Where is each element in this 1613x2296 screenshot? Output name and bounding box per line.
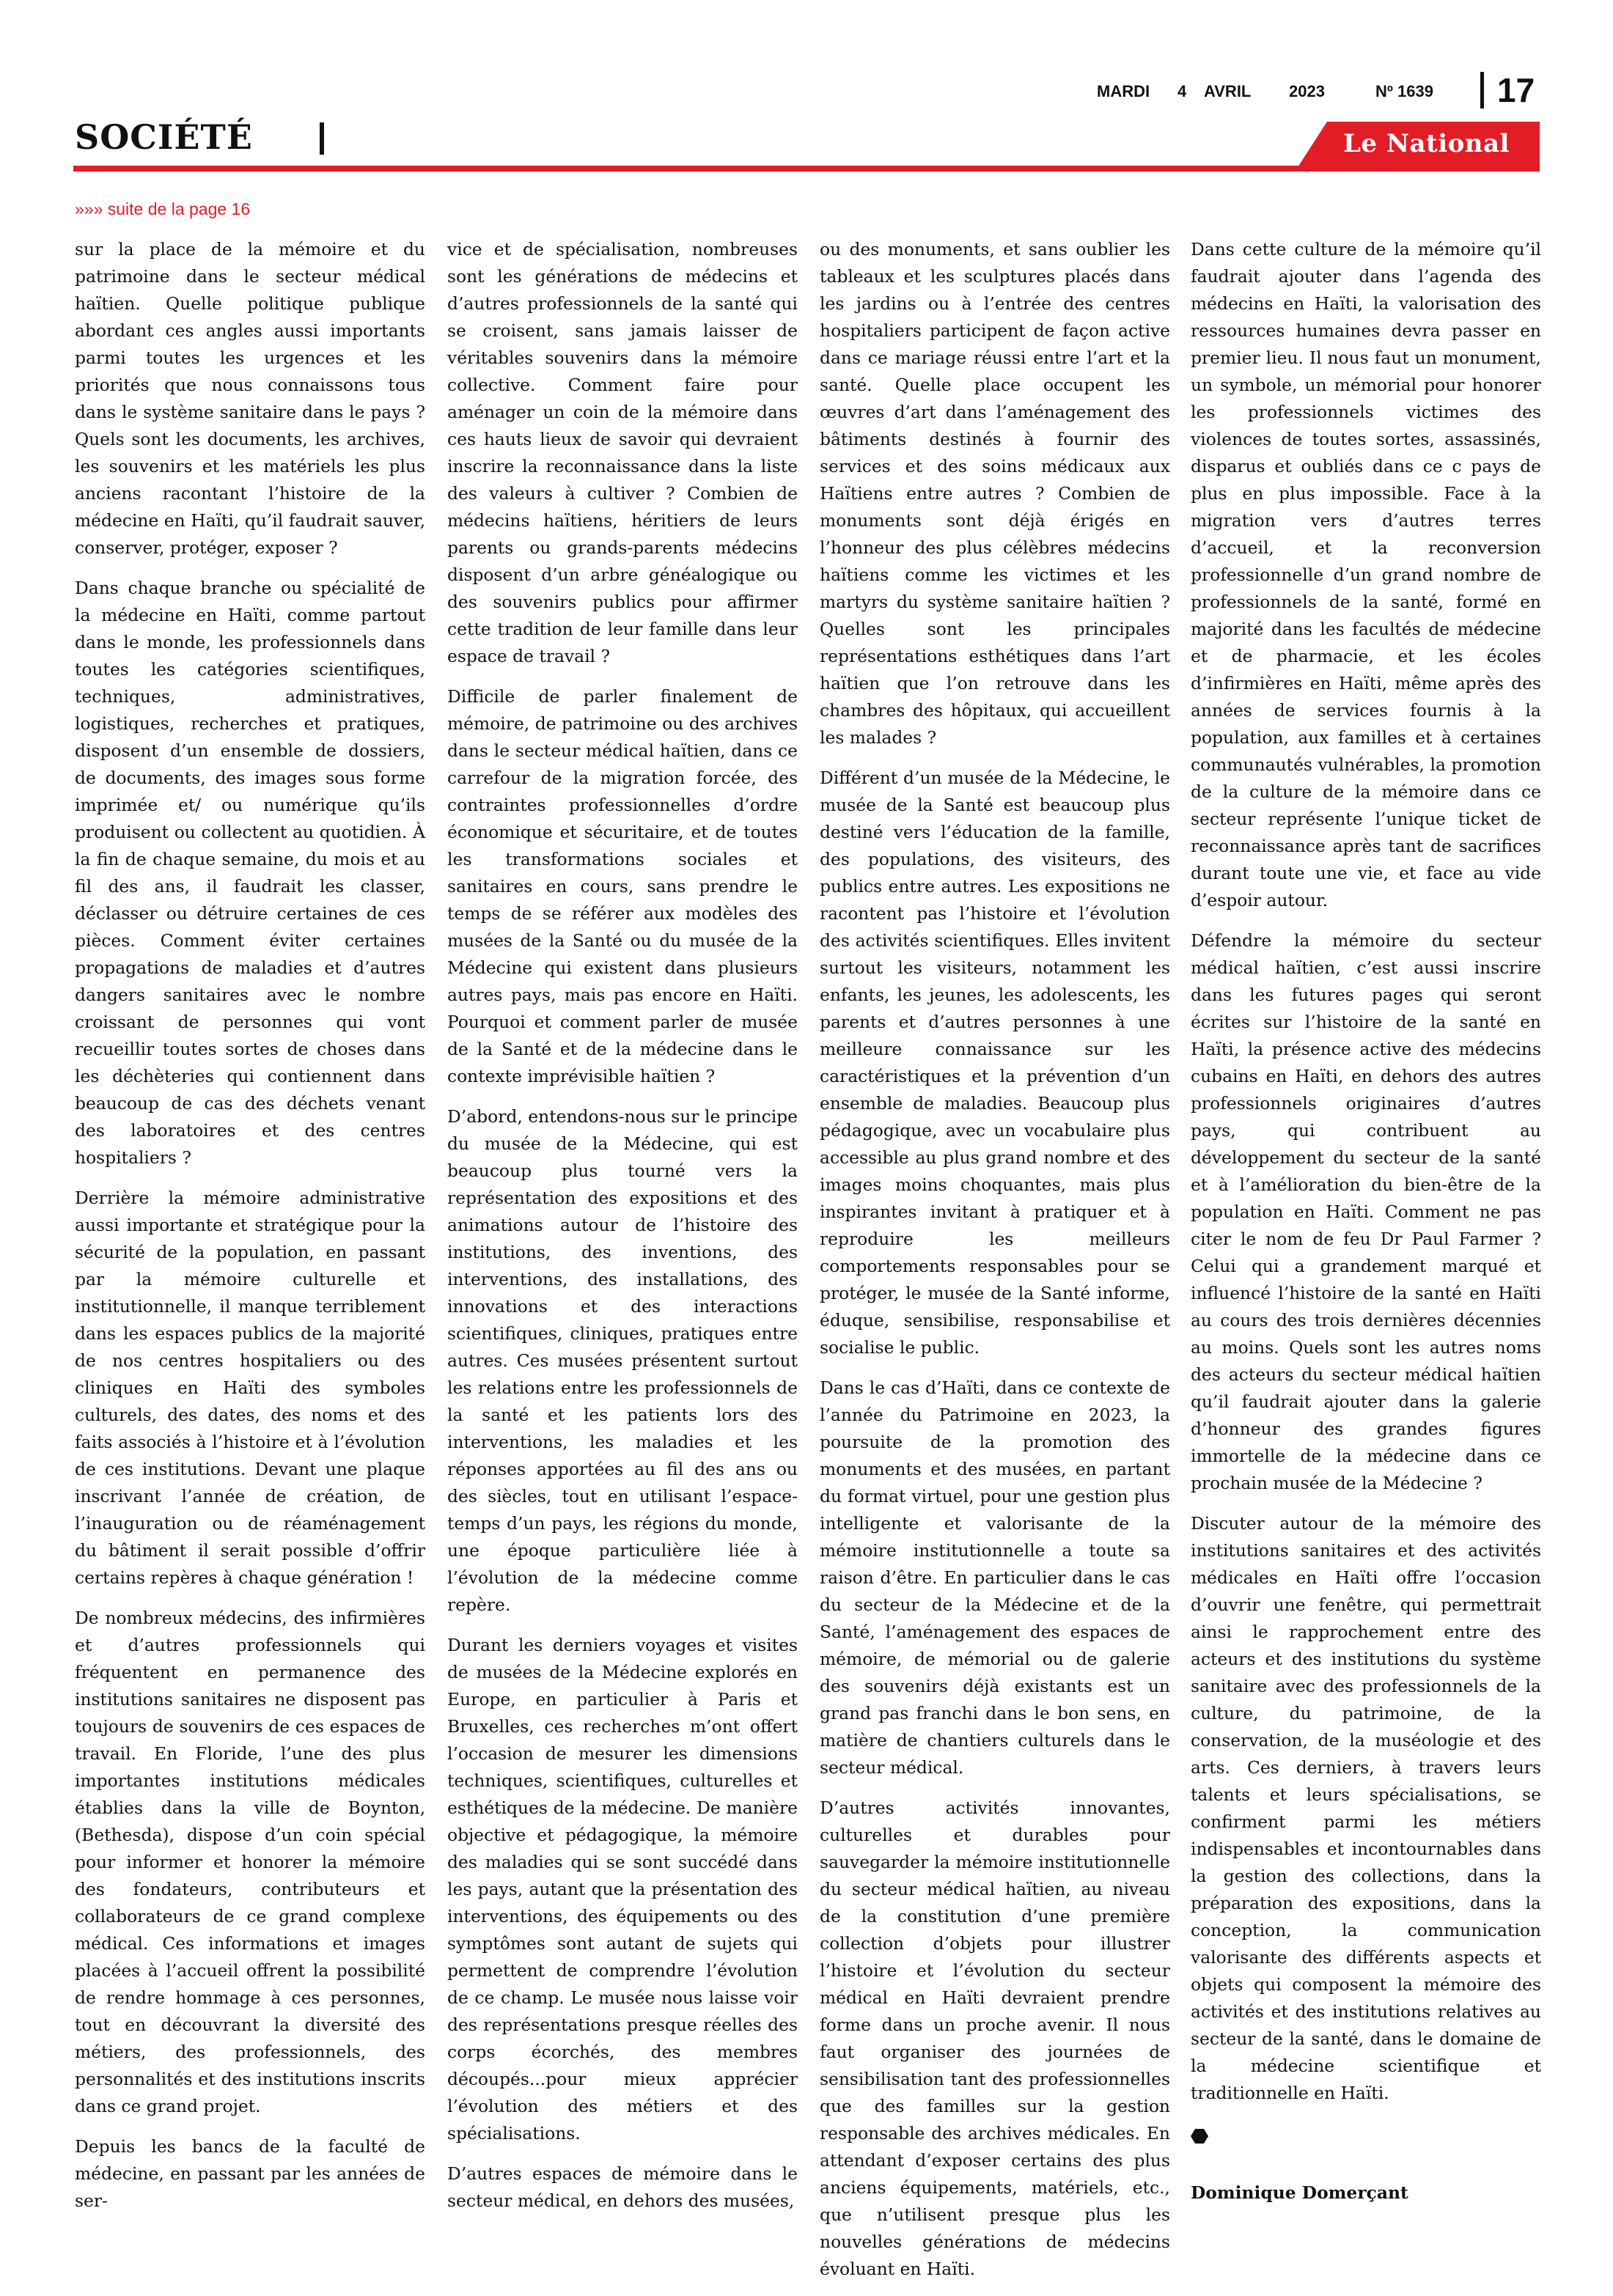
continued-from-label: »»» suite de la page 16	[75, 199, 251, 218]
paragraph: sur la place de la mémoire et du patrimoine dans le secteur médical haïtien. Quelle politique publique abordant ces angles aussi importants parmi toutes les urgences et les priorités que nous connaissons tous dans le système sanitaire dans le pays ? Quels sont les documents, les archives, les souvenirs et les matériels les plus anciens racontant l’histoire de la médecine en Haïti, qu’il faudrait sauver, conserver, protéger, exposer ?	[75, 239, 425, 558]
paragraph: Difficile de parler finalement de mémoire, de patrimoine ou des archives dans le secteur médical haïtien, dans ce carrefour de la migration forcée, des contraintes professionnelles d’ordre économique et sécuritaire, et de toutes les transformations sociales et sanitaires en cours, sans prendre le temps de se référer aux modèles des musées de la Santé ou du musée de la Médecine qui existent dans plusieurs autres pays, mais pas encore en Haïti. Pourquoi et comment parler de musée de la Santé et de la médecine dans le contexte imprévisible haïtien ?	[447, 686, 798, 1086]
author-signature: Dominique Domerçant	[1191, 2182, 1408, 2203]
paragraph: De nombreux médecins, des infirmières et d’autres professionnels qui fréquentent en permanence des institutions sanitaires ne disposent pas toujours de souvenirs de ces espaces de travail. En Floride, l’une des plus importantes institutions médicales établies dans la ville de Boynton, (Bethesda), dispose d’un coin spécial pour informer et honorer la mémoire des fondateurs, contributeurs et collaborateurs de ce grand complexe médical. Ces informations et images placées à l’accueil offrent la possibilité de rendre hommage à ces personnes, tout en découvrant la diversité des métiers, des professionnels, des personnalités et des institutions inscrits dans ce grand projet.	[75, 1608, 425, 2116]
issue-day: MARDI	[1097, 82, 1150, 100]
paragraph: D’abord, entendons-nous sur le principe du musée de la Médecine, qui est beaucoup plus tourné vers la représentation des expositions et des animations autour de l’histoire des institutions, des inventions, des interventions, des installations, des innovations et des interactions scientifiques, cliniques, pratiques entre autres. Ces musées présentent surtout les relations entre les professionnels de la santé et les patients lors des interventions, les maladies et les réponses apportées au fil des ans ou des siècles, tout en utilisant l’espace-temps d’un pays, les régions du monde, une époque particulière liée à l’évolution de la médecine comme repère.	[447, 1106, 798, 1615]
issue-date: 4	[1177, 82, 1187, 100]
paragraph: Dans chaque branche ou spécialité de la médecine en Haïti, comme partout dans le monde, les professionnels dans toutes les catégories scientifiques, techniques, administratives, logistiques, recherches et pratiques, disposent d’un ensemble de dossiers, de documents, des images sous forme imprimée et/ ou numérique qu’ils produisent ou collectent au quotidien. À la fin de chaque semaine, du mois et au fil des ans, il faudrait les classer, déclasser ou détruire certaines de ces pièces. Comment éviter certaines propagations de maladies et d’autres dangers sanitaires avec le nombre croissant de personnes qui vont recueillir toutes sortes de choses dans les déchèteries qui contiennent dans beaucoup de cas des déchets venant des laboratoires et des centres hospitaliers ?	[75, 578, 425, 1168]
issue-number: Nº 1639	[1375, 82, 1433, 100]
paragraph: Dans cette culture de la mémoire qu’il faudrait ajouter dans l’agenda des médecins en Haïti, la valorisation des ressources humaines devra passer en premier lieu. Il nous faut un monument, un symbole, un mémorial pour honorer les professionnels victimes des violences de toutes sortes, assassinés, disparus et oubliés dans ce c pays de plus en plus impossible. Face à la migration vers d’autres terres d’accueil, et la reconversion professionnelle d’un grand nombre de professionnels de la santé, formé en majorité dans les facultés de médecine et de pharmacie, et les écoles d’infirmières en Haïti, même après des années de services fournis à la population, aux familles et à certaines communautés vulnérables, la promotion de la culture de la mémoire dans ce secteur représente l’unique ticket de reconnaissance après tant de sacrifices durant toute une vie, et face au vide d’espoir autour.	[1191, 239, 1541, 910]
hexagon-end-mark-icon	[1191, 2120, 1541, 2147]
page-number-divider	[1480, 72, 1484, 108]
issue-month: AVRIL	[1204, 82, 1252, 100]
paragraph: Durant les derniers voyages et visites de musées de la Médecine explorés en Europe, en particulier à Paris et Bruxelles, ces recherches m’ont offert l’occasion de mesurer les dimensions techniques, scientifiques, culturelles et esthétiques de la médecine. De manière objective et pédagogique, la mémoire des maladies qui se sont succédé dans les pays, autant que la présentation des interventions, des équipements ou des symptômes sont autant de sujets qui permettent de comprendre l’évolution de ce champ. Le musée nous laisse voir des représentations presque réelles des corps écorchés, des membres découpés...pour mieux apprécier l’évolution des métiers et des spécialisations.	[447, 1635, 798, 2144]
publication-name: Le National	[1343, 129, 1510, 158]
paragraph: D’autres espaces de mémoire dans le secteur médical, en dehors des musées,	[447, 2163, 798, 2211]
page-number: 17	[1497, 71, 1535, 109]
paragraph: vice et de spécialisation, nombreuses sont les générations de médecins et d’autres professionnels de la santé qui se croisent, sans jamais laisser de véritables souvenirs dans la mémoire collective. Comment faire pour aménager un coin de la mémoire dans ces hauts lieux de savoir qui devraient inscrire la reconnaissance dans la liste des valeurs à cultiver ? Combien de médecins haïtiens, héritiers de leurs parents ou grands-parents médecins disposent d’un arbre généalogique ou des souvenirs publics pour affirmer cette tradition de leur famille dans leur espace de travail ?	[447, 239, 798, 666]
issue-year: 2023	[1289, 82, 1325, 100]
paragraph: Depuis les bancs de la faculté de médecine, en passant par les années de ser-	[75, 2136, 425, 2211]
paragraph: Discuter autour de la mémoire des institutions sanitaires et des activités médicales en Haïti offre l’occasion d’ouvrir une fenêtre, qui permettrait ainsi le rapprochement entre des acteurs et des institutions du système sanitaire avec des professionnels de la culture, du patrimoine, de la conservation, de la muséologie et des arts. Ces derniers, à travers leurs talents et leurs spécialisations, se confirment parmi les métiers indispensables et incontournables dans la gestion des collections, dans la préparation des expositions, dans la conception, la communication valorisante des différents aspects et objets qui composent la mémoire des activités et des institutions relatives au secteur de la santé, dans le domaine de la médecine scientifique et traditionnelle en Haïti.	[1191, 1513, 1541, 2103]
paragraph: Dans le cas d’Haïti, dans ce contexte de l’année du Patrimoine en 2023, la poursuite de la promotion des monuments et des musées, en partant du format virtuel, pour une gestion plus intelligente et valorisante de la mémoire institutionnelle a toute sa raison d’être. En particulier dans le cas du secteur de la Médecine et de la Santé, l’aménagement des espaces de mémoire, de mémorial ou de galerie des souvenirs déjà existants est un grand pas franchi dans le bon sens, en matière de chantiers culturels dans le secteur médical.	[820, 1377, 1170, 1778]
article-column-3	[820, 236, 1170, 2296]
section-divider	[320, 122, 324, 155]
paragraph: Différent d’un musée de la Médecine, le musée de la Santé est beaucoup plus destiné vers l’éducation de la famille, des populations, des visiteurs, des publics entre autres. Les expositions ne racontent pas l’histoire et l’évolution des activités scientifiques. Elles invitent surtout les visiteurs, notamment les enfants, les jeunes, les adolescents, les parents et d’autres personnes à une meilleure connaissance sur les caractéristiques et la prévention d’un ensemble de maladies. Beaucoup plus pédagogique, avec un vocabulaire plus accessible au plus grand nombre et des images moins choquantes, mais plus inspirantes invitant à pratiquer et à reproduire les meilleurs comportements responsables pour se protéger, le musée de la Santé informe, éduque, sensibilise, responsabilise et socialise le public.	[820, 768, 1170, 1358]
article-column-4	[1191, 236, 1541, 2207]
header-rule	[73, 166, 1540, 172]
article-column-1	[75, 236, 425, 2228]
paragraph: Défendre la mémoire du secteur médical haïtien, c’est aussi inscrire dans les futures pages qui seront écrites sur l’histoire de la santé en Haïti, la présence active des médecins cubains en Haïti, en dehors des autres professionnels originaires d’autres pays, qui contribuent au développement du secteur de la santé et à l’amélioration du bien-être de la population en Haïti. Comment ne pas citer le nom de feu Dr Paul Farmer ? Celui qui a grandement marqué et influencé l’histoire de la santé en Haïti au cours des trois dernières décennies au moins. Quels sont les autres noms des acteurs du secteur médical haïtien qu’il faudrait ajouter dans la galerie d’honneur des grandes figures immortelle de la médecine dans ce prochain musée de la Médecine ?	[1191, 930, 1541, 1493]
paragraph: ou des monuments, et sans oublier les tableaux et les sculptures placés dans les jardins ou à l’entrée des centres hospitaliers participent de façon active dans ce mariage réussi entre l’art et la santé. Quelle place occupent les œuvres d’art dans l’aménagement des bâtiments destinés à fournir des services et des soins médicaux aux Haïtiens entre autres ? Combien de monuments sont déjà érigés en l’honneur des plus célèbres médecins haïtiens comme les victimes et les martyrs du système sanitaire haïtien ? Quelles sont les principales représentations esthétiques dans l’art haïtien que l’on retrouve dans les chambres des hôpitaux, qui accueillent les malades ?	[820, 239, 1170, 748]
paragraph: D’autres activités innovantes, culturelles et durables pour sauvegarder la mémoire institutionnelle du secteur médical haïtien, au niveau de la constitution d’une première collection d’objets pour illustrer l’histoire et l’évolution du secteur médical en Haïti devraient prendre forme dans un proche avenir. Il nous faut organiser des journées de sensibilisation tant des professionnelles que des familles sur la gestion responsable des archives médicales. En attendant d’exposer certains des plus anciens équipements, matériels, etc., que n’utilisent presque plus les nouvelles générations de médecins évoluant en Haïti.	[820, 1798, 1170, 2279]
paragraph: Derrière la mémoire administrative aussi importante et stratégique pour la sécurité de la population, en passant par la mémoire culturelle et institutionnelle, il manque terriblement dans les espaces publics de la majorité de nos centres hospitaliers ou des cliniques en Haïti des symboles culturels, des dates, des noms et des faits associés à l’histoire et à l’évolution de ces institutions. Devant une plaque inscrivant l’année de création, de l’inauguration ou de réaménagement du bâtiment il serait possible d’offrir certains repères à chaque génération !	[75, 1188, 425, 1588]
section-title: SOCIÉTÉ	[75, 117, 253, 157]
article-column-2	[447, 236, 798, 2228]
